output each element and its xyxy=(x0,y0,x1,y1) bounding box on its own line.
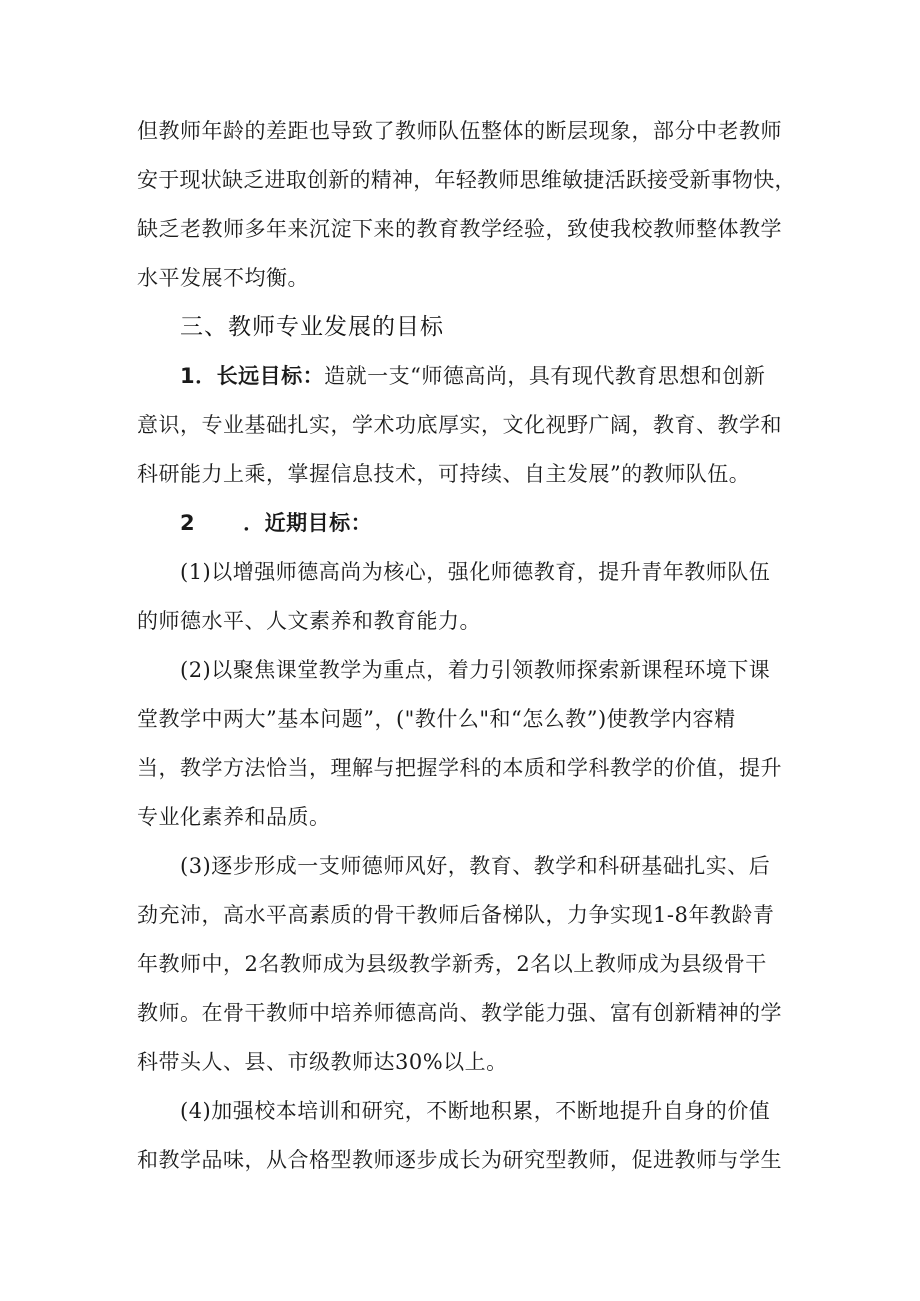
paragraph-line: 意识，专业基础扎实，学术功底厚实，文化视野广阔，教育、教学和 xyxy=(137,413,782,437)
paragraph-line: 缺乏老教师多年来沉淀下来的教育教学经验，致使我校教师整体教学 xyxy=(137,217,782,241)
paragraph-line: 专业化素养和品质。 xyxy=(137,805,331,829)
paragraph-line: 当，教学方法恰当，理解与把握学科的本质和学科教学的价值，提升 xyxy=(137,756,782,780)
paragraph-line: 劲充沛，高水平高素质的骨干教师后备梯队，力争实现1-8年教龄青 xyxy=(137,903,775,927)
paragraph-line: 的师德水平、人文素养和教育能力。 xyxy=(137,609,481,633)
section-heading: 三、教师专业发展的目标 xyxy=(180,314,444,340)
paragraph-line: 安于现状缺乏进取创新的精神，年轻教师思维敏捷活跃接受新事物快， xyxy=(137,168,796,192)
long-term-goal-label: 1．长远目标： xyxy=(180,364,325,388)
list-item-line: (4)加强校本培训和研究，不断地积累，不断地提升自身的价值 xyxy=(180,1099,771,1123)
paragraph-line: 年教师中，2名教师成为县级教学新秀，2名以上教师成为县级骨干 xyxy=(137,952,767,976)
paragraph-line: 教师。在骨干教师中培养师德高尚、教学能力强、富有创新精神的学 xyxy=(137,1001,782,1025)
near-term-goal-label: ．近期目标： xyxy=(243,511,373,535)
paragraph-line: 水平发展不均衡。 xyxy=(137,266,309,290)
list-item-line: (3)逐步形成一支师德师风好，教育、教学和科研基础扎实、后 xyxy=(180,854,771,878)
list-item-line: (1)以增强师德高尚为核心，强化师德教育，提升青年教师队伍 xyxy=(180,560,771,584)
long-term-goal-text: 造就一支“师德高尚，具有现代教育思想和创新 xyxy=(324,364,766,388)
list-item-line: (2)以聚焦课堂教学为重点，着力引领教师探索新课程环境下课 xyxy=(180,658,771,682)
paragraph-line: 科研能力上乘，掌握信息技术，可持续、自主发展”的教师队伍。 xyxy=(137,462,751,486)
paragraph-line: 科带头人、县、市级教师达30%以上。 xyxy=(137,1050,508,1074)
near-term-goal-number: 2 xyxy=(180,511,196,535)
paragraph-line: 和教学品味，从合格型教师逐步成长为研究型教师，促进教师与学生 xyxy=(137,1148,782,1172)
near-term-goal-heading xyxy=(180,509,840,537)
paragraph-line: 堂教学中两大”基本问题”，("教什么"和“怎么教”)使教学内容精 xyxy=(137,707,736,731)
paragraph-line: 但教师年龄的差距也导致了教师队伍整体的断层现象，部分中老教师 xyxy=(137,119,782,143)
long-term-goal-line xyxy=(180,362,797,390)
